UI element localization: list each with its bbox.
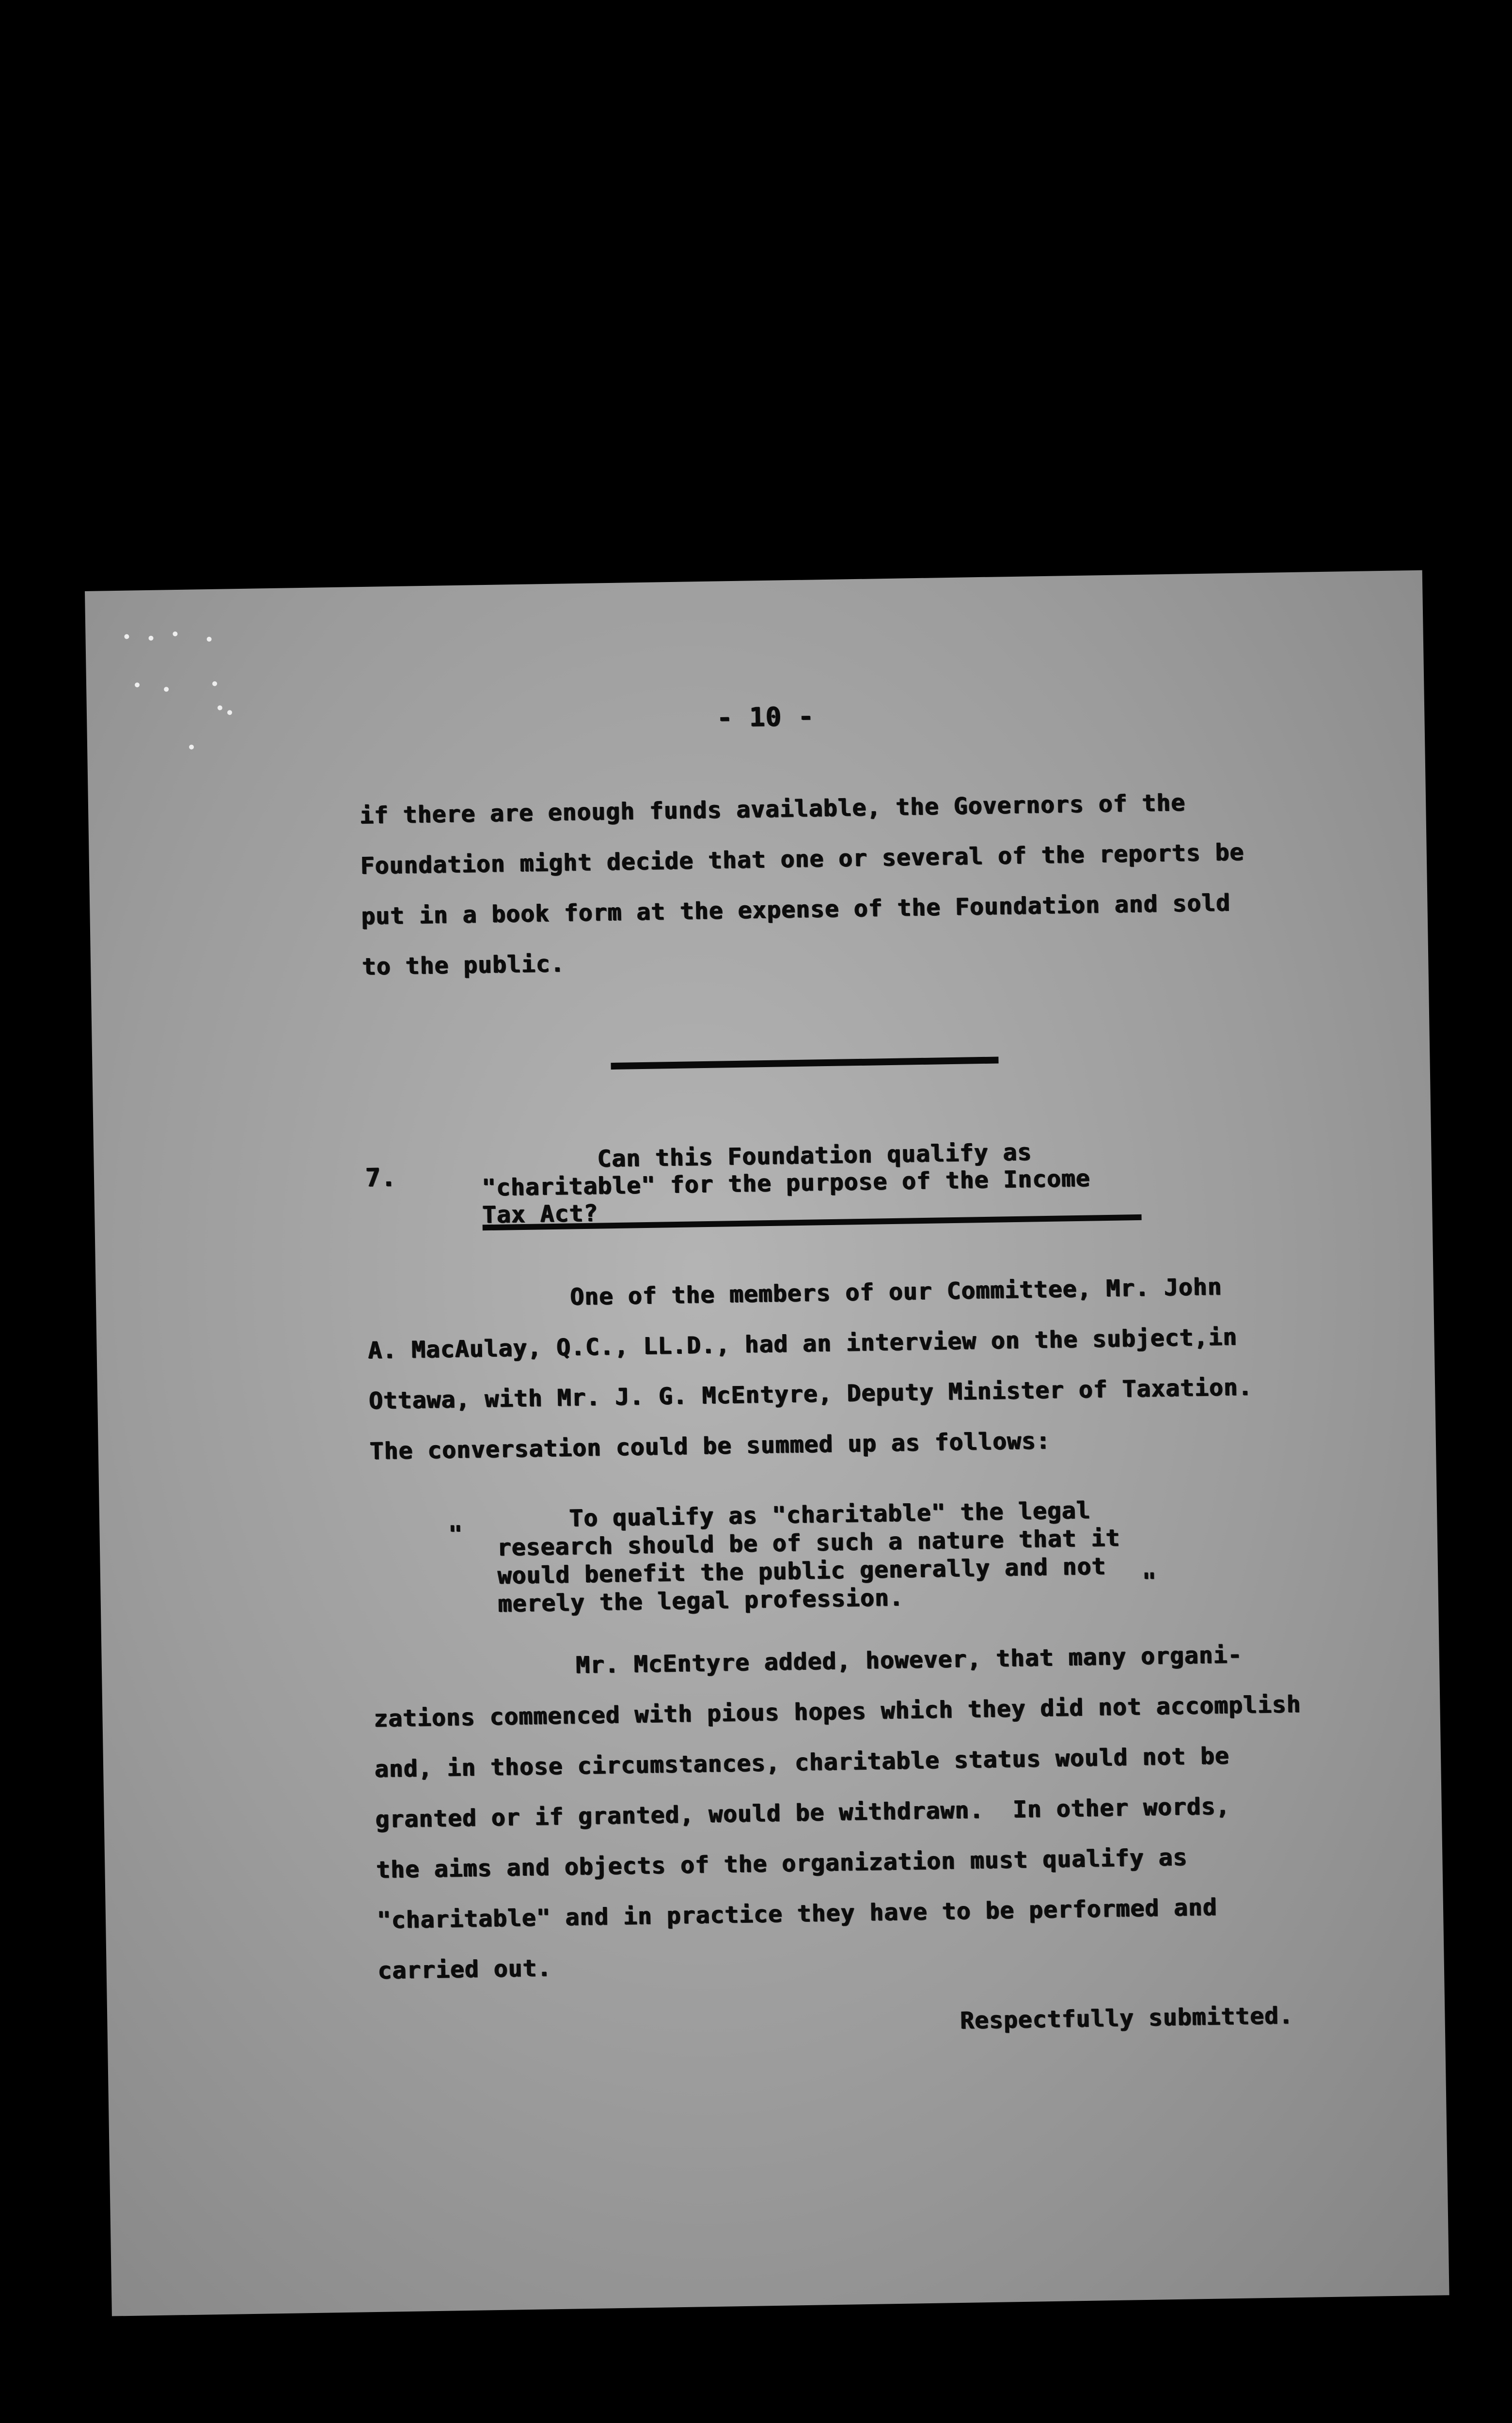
text-line: One of the members of our Committee, Mr. John: [367, 1273, 1223, 1314]
paragraph-funds: [360, 777, 1246, 992]
quote-line: merely the legal profession.: [498, 1584, 904, 1618]
text-line: Mr. McEntyre added, however, that many organi-: [373, 1641, 1243, 1682]
quote-line: research should be of such a nature that it: [497, 1524, 1121, 1561]
page-number: - 10 -: [716, 701, 815, 733]
section-divider: [611, 1057, 998, 1070]
text-line: Foundation might decide that one or several of the reports be: [360, 838, 1245, 880]
quote-line: would benefit the public generally and not: [497, 1553, 1107, 1589]
text-line: to the public.: [362, 950, 566, 981]
question-line: "charitable" for the purpose of the Income: [482, 1164, 1091, 1202]
text-line: A. MacAulay, Q.C., LL.D., had an interview on the subject,in: [368, 1323, 1238, 1365]
text-line: zations commenced with pious hopes which they did not accomplish: [374, 1690, 1302, 1732]
text-line: Ottawa, with Mr. J. G. McEntyre, Deputy Minister of Taxation.: [368, 1373, 1253, 1415]
text-line: The conversation could be summed up as follows:: [369, 1427, 1051, 1465]
paragraph-committee: [367, 1261, 1254, 1477]
paragraph-mcentyre: [373, 1629, 1306, 1996]
text-line: carried out.: [378, 1954, 552, 1984]
text-line: the aims and objects of the organization must qualify as: [376, 1843, 1188, 1884]
section-number: 7.: [365, 1163, 397, 1193]
text-line: granted or if granted, would be withdrawn. In other words,: [375, 1793, 1231, 1833]
quote-close-mark: ": [1142, 1568, 1157, 1595]
text-line: if there are enough funds available, the Governors of the: [359, 789, 1186, 830]
question-line: Can this Foundation qualify as: [481, 1138, 1033, 1175]
question-line: Tax Act?: [482, 1199, 598, 1229]
text-line: put in a book form at the expense of the Foundation and sold: [361, 889, 1231, 930]
block-quote: [497, 1496, 1121, 1618]
text-line: and, in those circumstances, charitable status would not be: [374, 1742, 1230, 1783]
section-question: [481, 1138, 1091, 1229]
quote-line: To qualify as "charitable" the legal: [496, 1496, 1091, 1533]
film-specks: [114, 628, 243, 775]
closing-signoff: Respectfully submitted.: [960, 2002, 1294, 2034]
typed-page: [85, 570, 1449, 2316]
text-line: "charitable" and in practice they have to be performed and: [377, 1893, 1218, 1934]
quote-open-mark: ": [448, 1520, 464, 1548]
